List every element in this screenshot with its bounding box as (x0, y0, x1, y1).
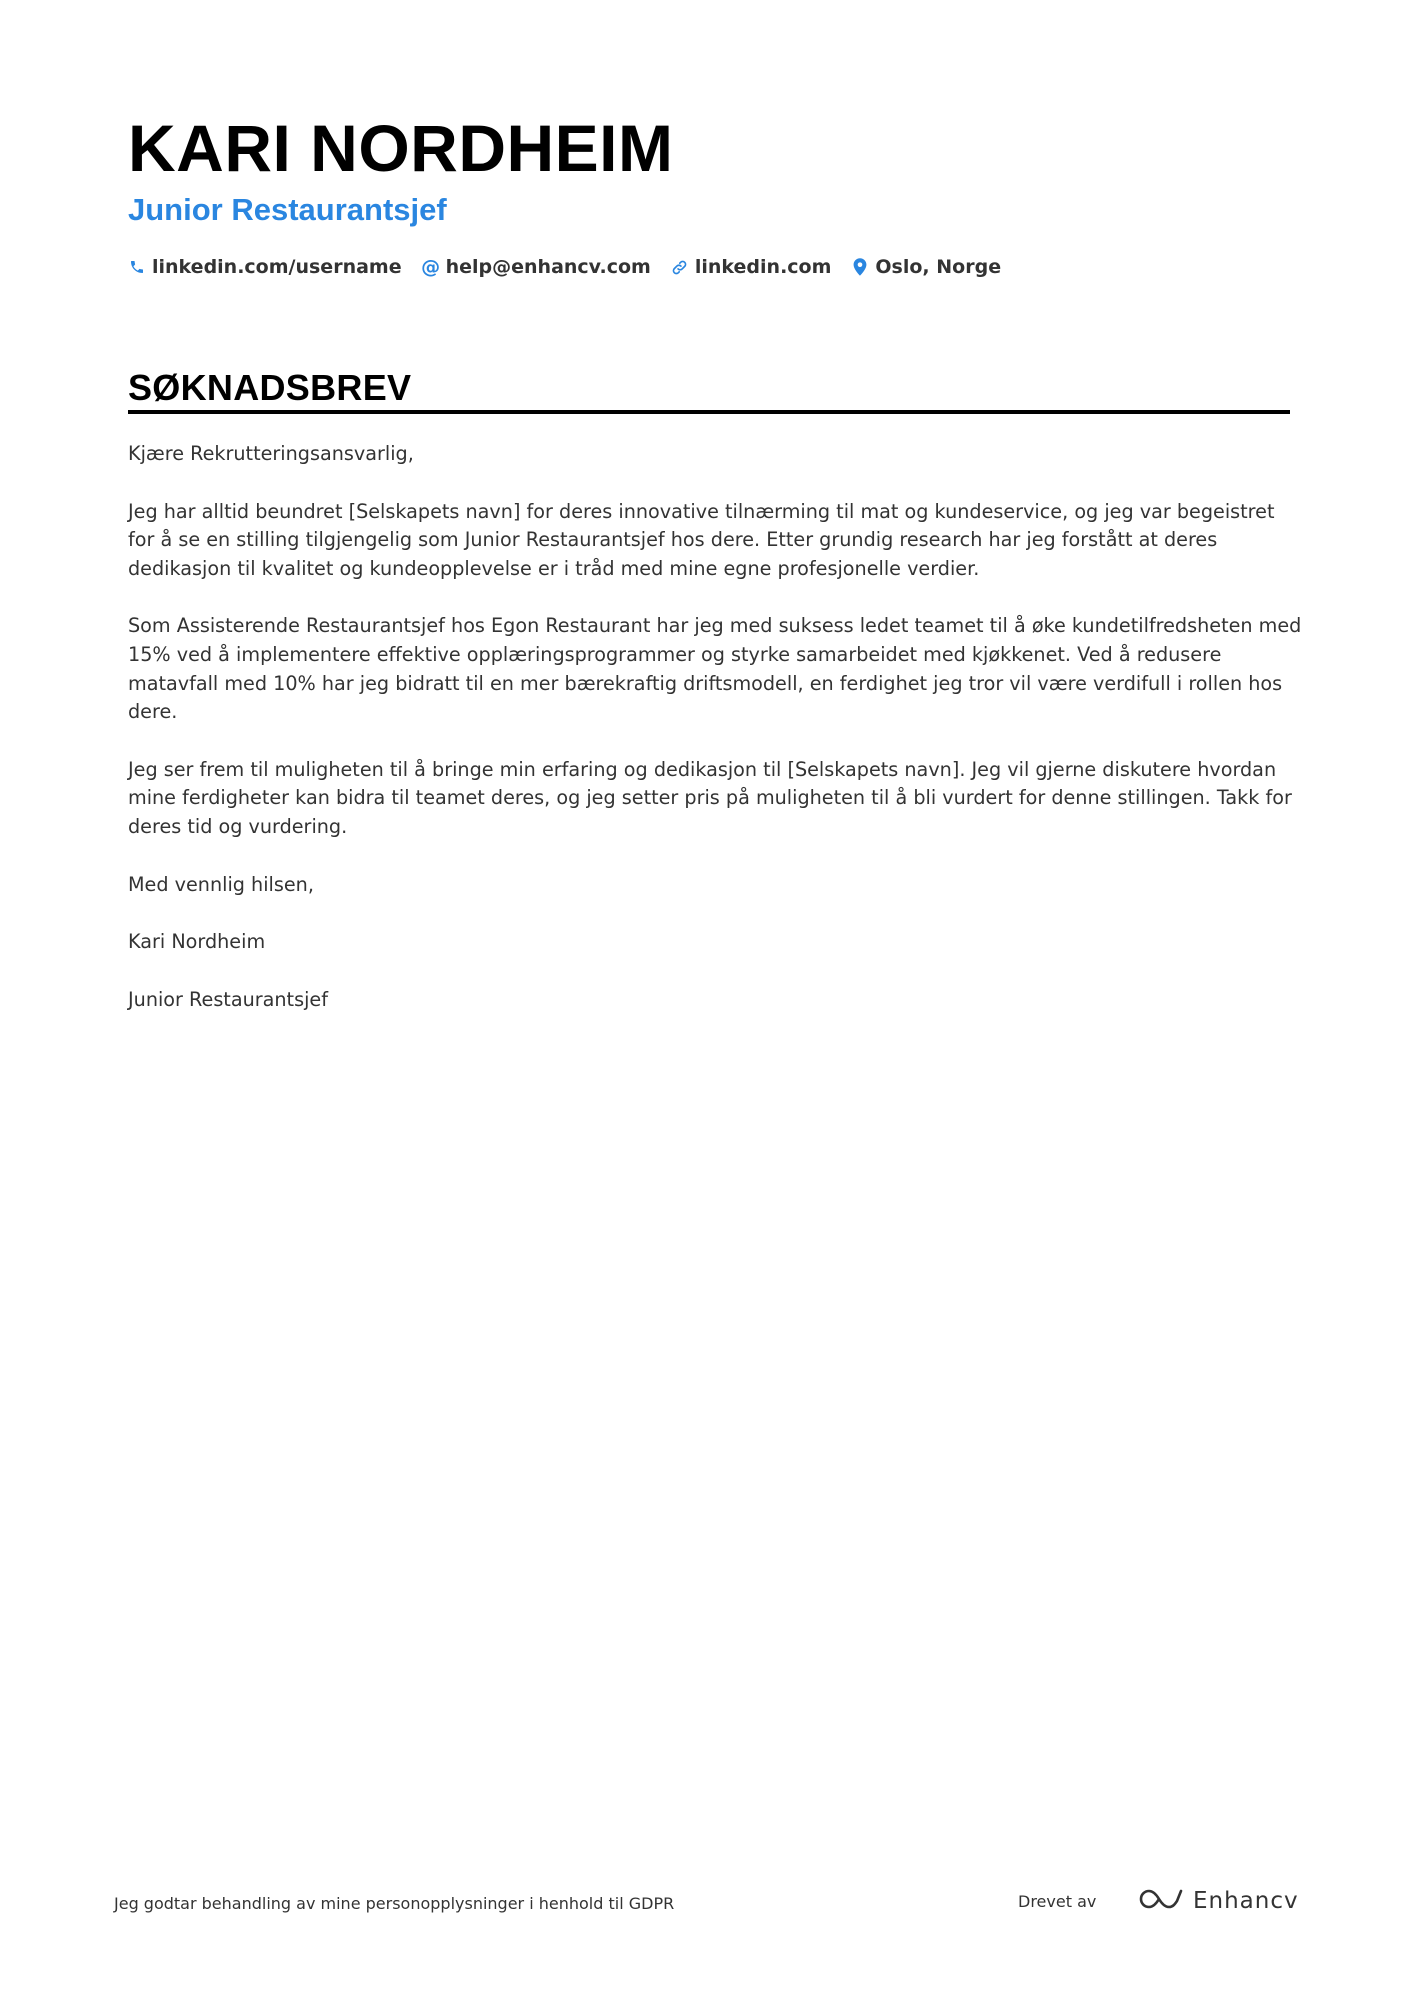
contact-phone-text: linkedin.com/username (152, 256, 402, 278)
location-pin-icon (851, 258, 869, 276)
contact-link[interactable] (671, 256, 832, 278)
letter-paragraph: Jeg har alltid beundret [Selskapets navn] for deres innovative tilnærming til mat og kundeservice, og jeg var begeistret for å se en stilling tilgjengelig som Junior Restaurantsjef hos dere. Etter grundig research har jeg forstått at deres dedikasjon til kvalitet og kundeopplevelse er i tråd med mine egne profesjonelle verdier. (128, 499, 1275, 580)
section-divider (128, 410, 1290, 414)
letter-closing: Med vennlig hilsen, (128, 872, 314, 896)
contact-email-text: help@enhancv.com (445, 256, 651, 278)
section-title: SØKNADSBREV (128, 367, 412, 408)
phone-icon (128, 258, 146, 276)
letter-body (128, 440, 1303, 1043)
contact-location-text: Oslo, Norge (875, 256, 1002, 278)
signature-name: Kari Nordheim (128, 930, 266, 954)
brand-name: Enhancv (1193, 1888, 1299, 1914)
letter-paragraph: Jeg ser frem til muligheten til å bringe min erfaring og dedikasjon til [Selskapets navn]. Jeg vil gjerne diskutere hvordan mine ferdigheter kan bidra til teamet deres, og jeg setter pris på muligheten til å bli vurdert for denne stillingen. Takk for deres tid og vurdering. (128, 757, 1292, 838)
contact-bar (128, 252, 1021, 282)
letter-paragraph: Som Assisterende Restaurantsjef hos Egon Restaurant har jeg med suksess ledet teamet til å øke kundetilfredsheten med 15% ved å implementere effektive opplæringsprogrammer og styrke samarbeidet med kjøkkenet. Ved å redusere matavfall med 10% har jeg bidratt til en mer bærekraftig driftsmodell, en ferdighet jeg tror vil være verdifull i rollen hos dere. (128, 614, 1302, 724)
contact-phone[interactable] (128, 256, 402, 278)
candidate-title: Junior Restaurantsjef (128, 192, 447, 227)
at-icon: @ (421, 256, 441, 278)
contact-location (851, 256, 1001, 278)
candidate-name: KARI NORDHEIM (128, 111, 674, 185)
brand-logo[interactable] (1137, 1886, 1299, 1916)
gdpr-consent: Jeg godtar behandling av mine personopplysninger i henhold til GDPR (114, 1894, 675, 1913)
powered-by-label: Drevet av (1018, 1892, 1097, 1911)
link-icon (671, 258, 689, 276)
letter-greeting: Kjære Rekrutteringsansvarlig, (128, 442, 414, 465)
infinity-logo-icon (1137, 1886, 1183, 1916)
contact-link-text: linkedin.com (694, 256, 832, 278)
contact-email[interactable] (422, 256, 651, 278)
signature-title: Junior Restaurantsjef (128, 987, 328, 1011)
